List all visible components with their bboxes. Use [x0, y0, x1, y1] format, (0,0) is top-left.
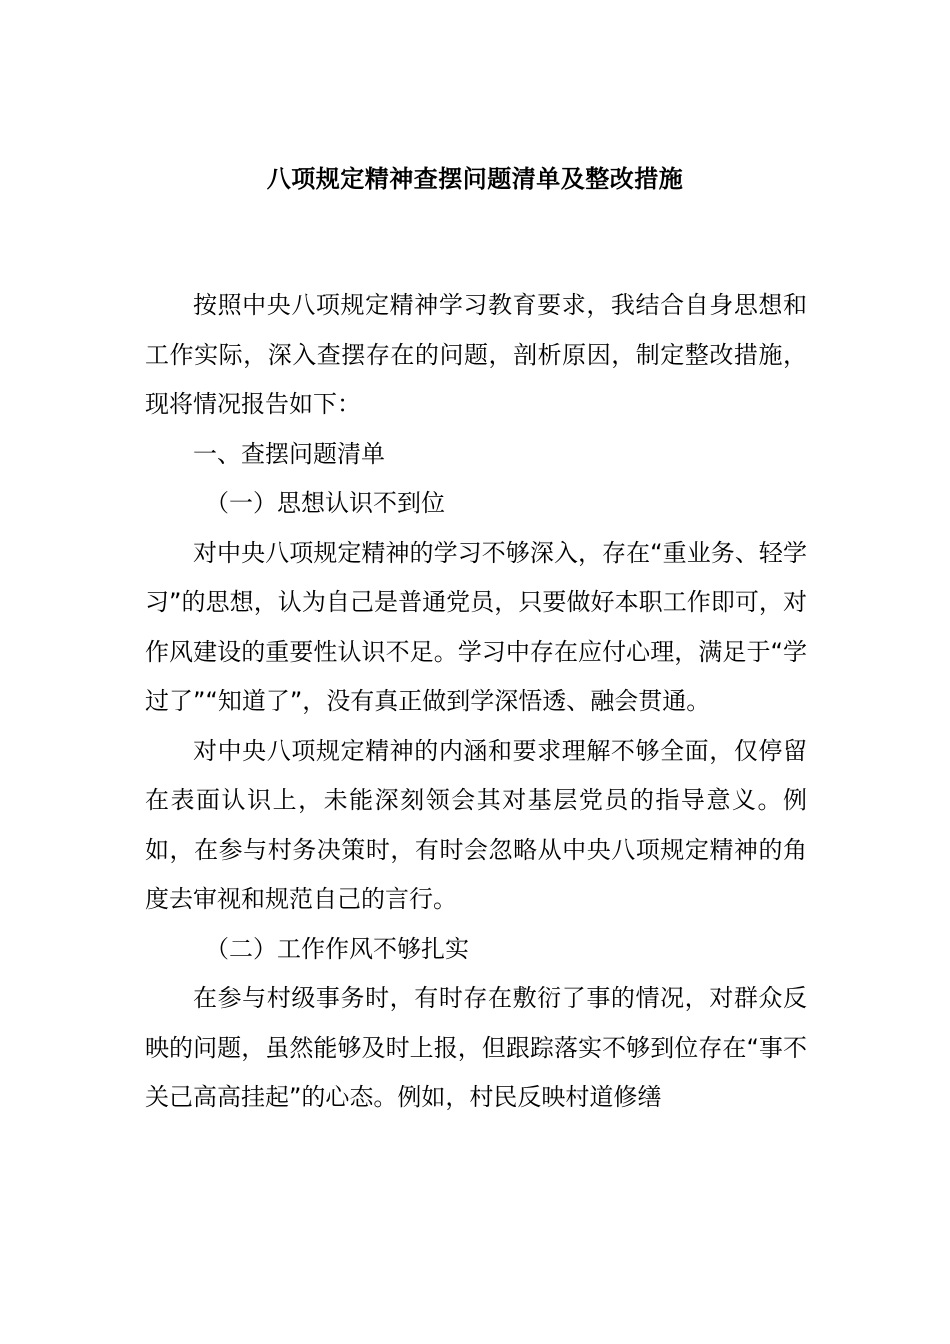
document-body: [145, 281, 807, 1123]
document-title: 八项规定精神查摆问题清单及整改措施: [266, 165, 684, 193]
subsection-heading-1: （一）思想认识不到位: [205, 489, 445, 517]
body-paragraph-2: 对中央八项规定精神的内涵和要求理解不够全面，仅停留在表面认识上，未能深刻领会其对基层党员的指导意义。例如，在参与村务决策时，有时会忽略从中央八项规定精神的角度去审视和规范自己的言行。: [145, 736, 807, 913]
section-heading-1: 一、查摆问题清单: [193, 439, 385, 468]
subsection-heading-2: （二）工作作风不够扎实: [205, 934, 469, 963]
body-paragraph-1: 对中央八项规定精神的学习不够深入，存在“重业务、轻学习”的思想，认为自己是普通党员，只要做好本职工作即可，对作风建设的重要性认识不足。学习中存在应付心理，满足于“学过了”“知道了”，没有真正做到学深悟透、融会贯通。: [145, 538, 807, 715]
intro-paragraph: 按照中央八项规定精神学习教育要求，我结合自身思想和工作实际，深入查摆存在的问题，剖析原因，制定整改措施，现将情况报告如下：: [145, 291, 807, 418]
body-paragraph-3: 在参与村级事务时，有时存在敷衍了事的情况，对群众反映的问题，虽然能够及时上报，但跟踪落实不够到位存在“事不关己高高挂起”的心态。例如，村民反映村道修缮: [145, 984, 807, 1111]
